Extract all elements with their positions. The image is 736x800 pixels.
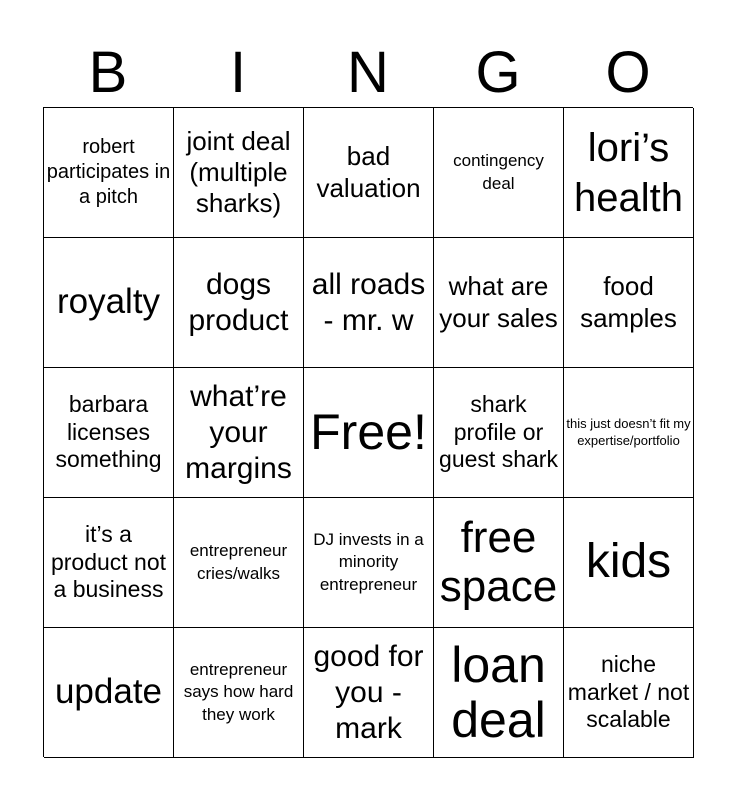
- bingo-cell[interactable]: [434, 628, 564, 758]
- bingo-cell[interactable]: [564, 368, 694, 498]
- cell-label: bad valuation: [316, 141, 421, 203]
- cell-label: barbara licenses something: [55, 391, 162, 473]
- bingo-cell[interactable]: [44, 108, 174, 238]
- cell-label: update: [54, 672, 163, 712]
- cell-label: what are your sales: [439, 271, 558, 333]
- cell-label: this just doesn’t fit my expertise/portfolio: [566, 415, 691, 448]
- bingo-cell[interactable]: [174, 498, 304, 628]
- bingo-cell[interactable]: [434, 498, 564, 628]
- cell-label: contingency deal: [453, 151, 544, 193]
- bingo-cell[interactable]: [304, 108, 434, 238]
- cell-label: entrepreneur cries/walks: [189, 541, 288, 583]
- cell-label: entrepreneur says how hard they work: [183, 660, 294, 724]
- cell-label: robert participates in a pitch: [46, 136, 171, 208]
- cell-label: food samples: [580, 271, 677, 333]
- bingo-cell[interactable]: [174, 368, 304, 498]
- bingo-cell[interactable]: [304, 238, 434, 368]
- cell-label: good for you - mark: [313, 639, 424, 745]
- free-cell[interactable]: [304, 368, 434, 498]
- bingo-cell[interactable]: [564, 238, 694, 368]
- cell-label: joint deal (multiple sharks): [186, 125, 291, 219]
- bingo-board: [43, 107, 693, 757]
- cell-label: kids: [585, 535, 672, 589]
- bingo-cell[interactable]: [564, 498, 694, 628]
- cell-label: free space: [439, 513, 558, 611]
- cell-label: Free!: [310, 404, 427, 460]
- cell-label: dogs product: [188, 267, 289, 337]
- bingo-cell[interactable]: [434, 238, 564, 368]
- cell-label: all roads - mr. w: [311, 267, 426, 337]
- bingo-cell[interactable]: [564, 108, 694, 238]
- bingo-cell[interactable]: [434, 368, 564, 498]
- bingo-cell[interactable]: [44, 498, 174, 628]
- bingo-cell[interactable]: [44, 238, 174, 368]
- bingo-cell[interactable]: [564, 628, 694, 758]
- cell-label: niche market / not scalable: [567, 651, 690, 733]
- bingo-cell[interactable]: [174, 108, 304, 238]
- header-letter-o: O: [605, 40, 651, 105]
- header-letter-n: N: [347, 40, 389, 105]
- cell-label: lori’s health: [574, 125, 683, 220]
- header-letter-g: G: [475, 40, 521, 105]
- cell-label: DJ invests in a minority entrepreneur: [313, 530, 424, 594]
- cell-label: what’re your margins: [185, 379, 292, 485]
- cell-label: royalty: [56, 282, 161, 322]
- bingo-cell[interactable]: [304, 628, 434, 758]
- bingo-cell[interactable]: [44, 368, 174, 498]
- bingo-header: [43, 40, 693, 106]
- bingo-cell[interactable]: [434, 108, 564, 238]
- header-letter-i: I: [229, 40, 247, 105]
- bingo-cell[interactable]: [174, 238, 304, 368]
- bingo-cell[interactable]: [44, 628, 174, 758]
- header-letter-b: B: [88, 40, 128, 105]
- bingo-cell[interactable]: [304, 498, 434, 628]
- cell-label: it’s a product not a business: [50, 521, 167, 603]
- bingo-cell[interactable]: [174, 628, 304, 758]
- cell-label: loan deal: [451, 636, 546, 748]
- cell-label: shark profile or guest shark: [439, 391, 558, 473]
